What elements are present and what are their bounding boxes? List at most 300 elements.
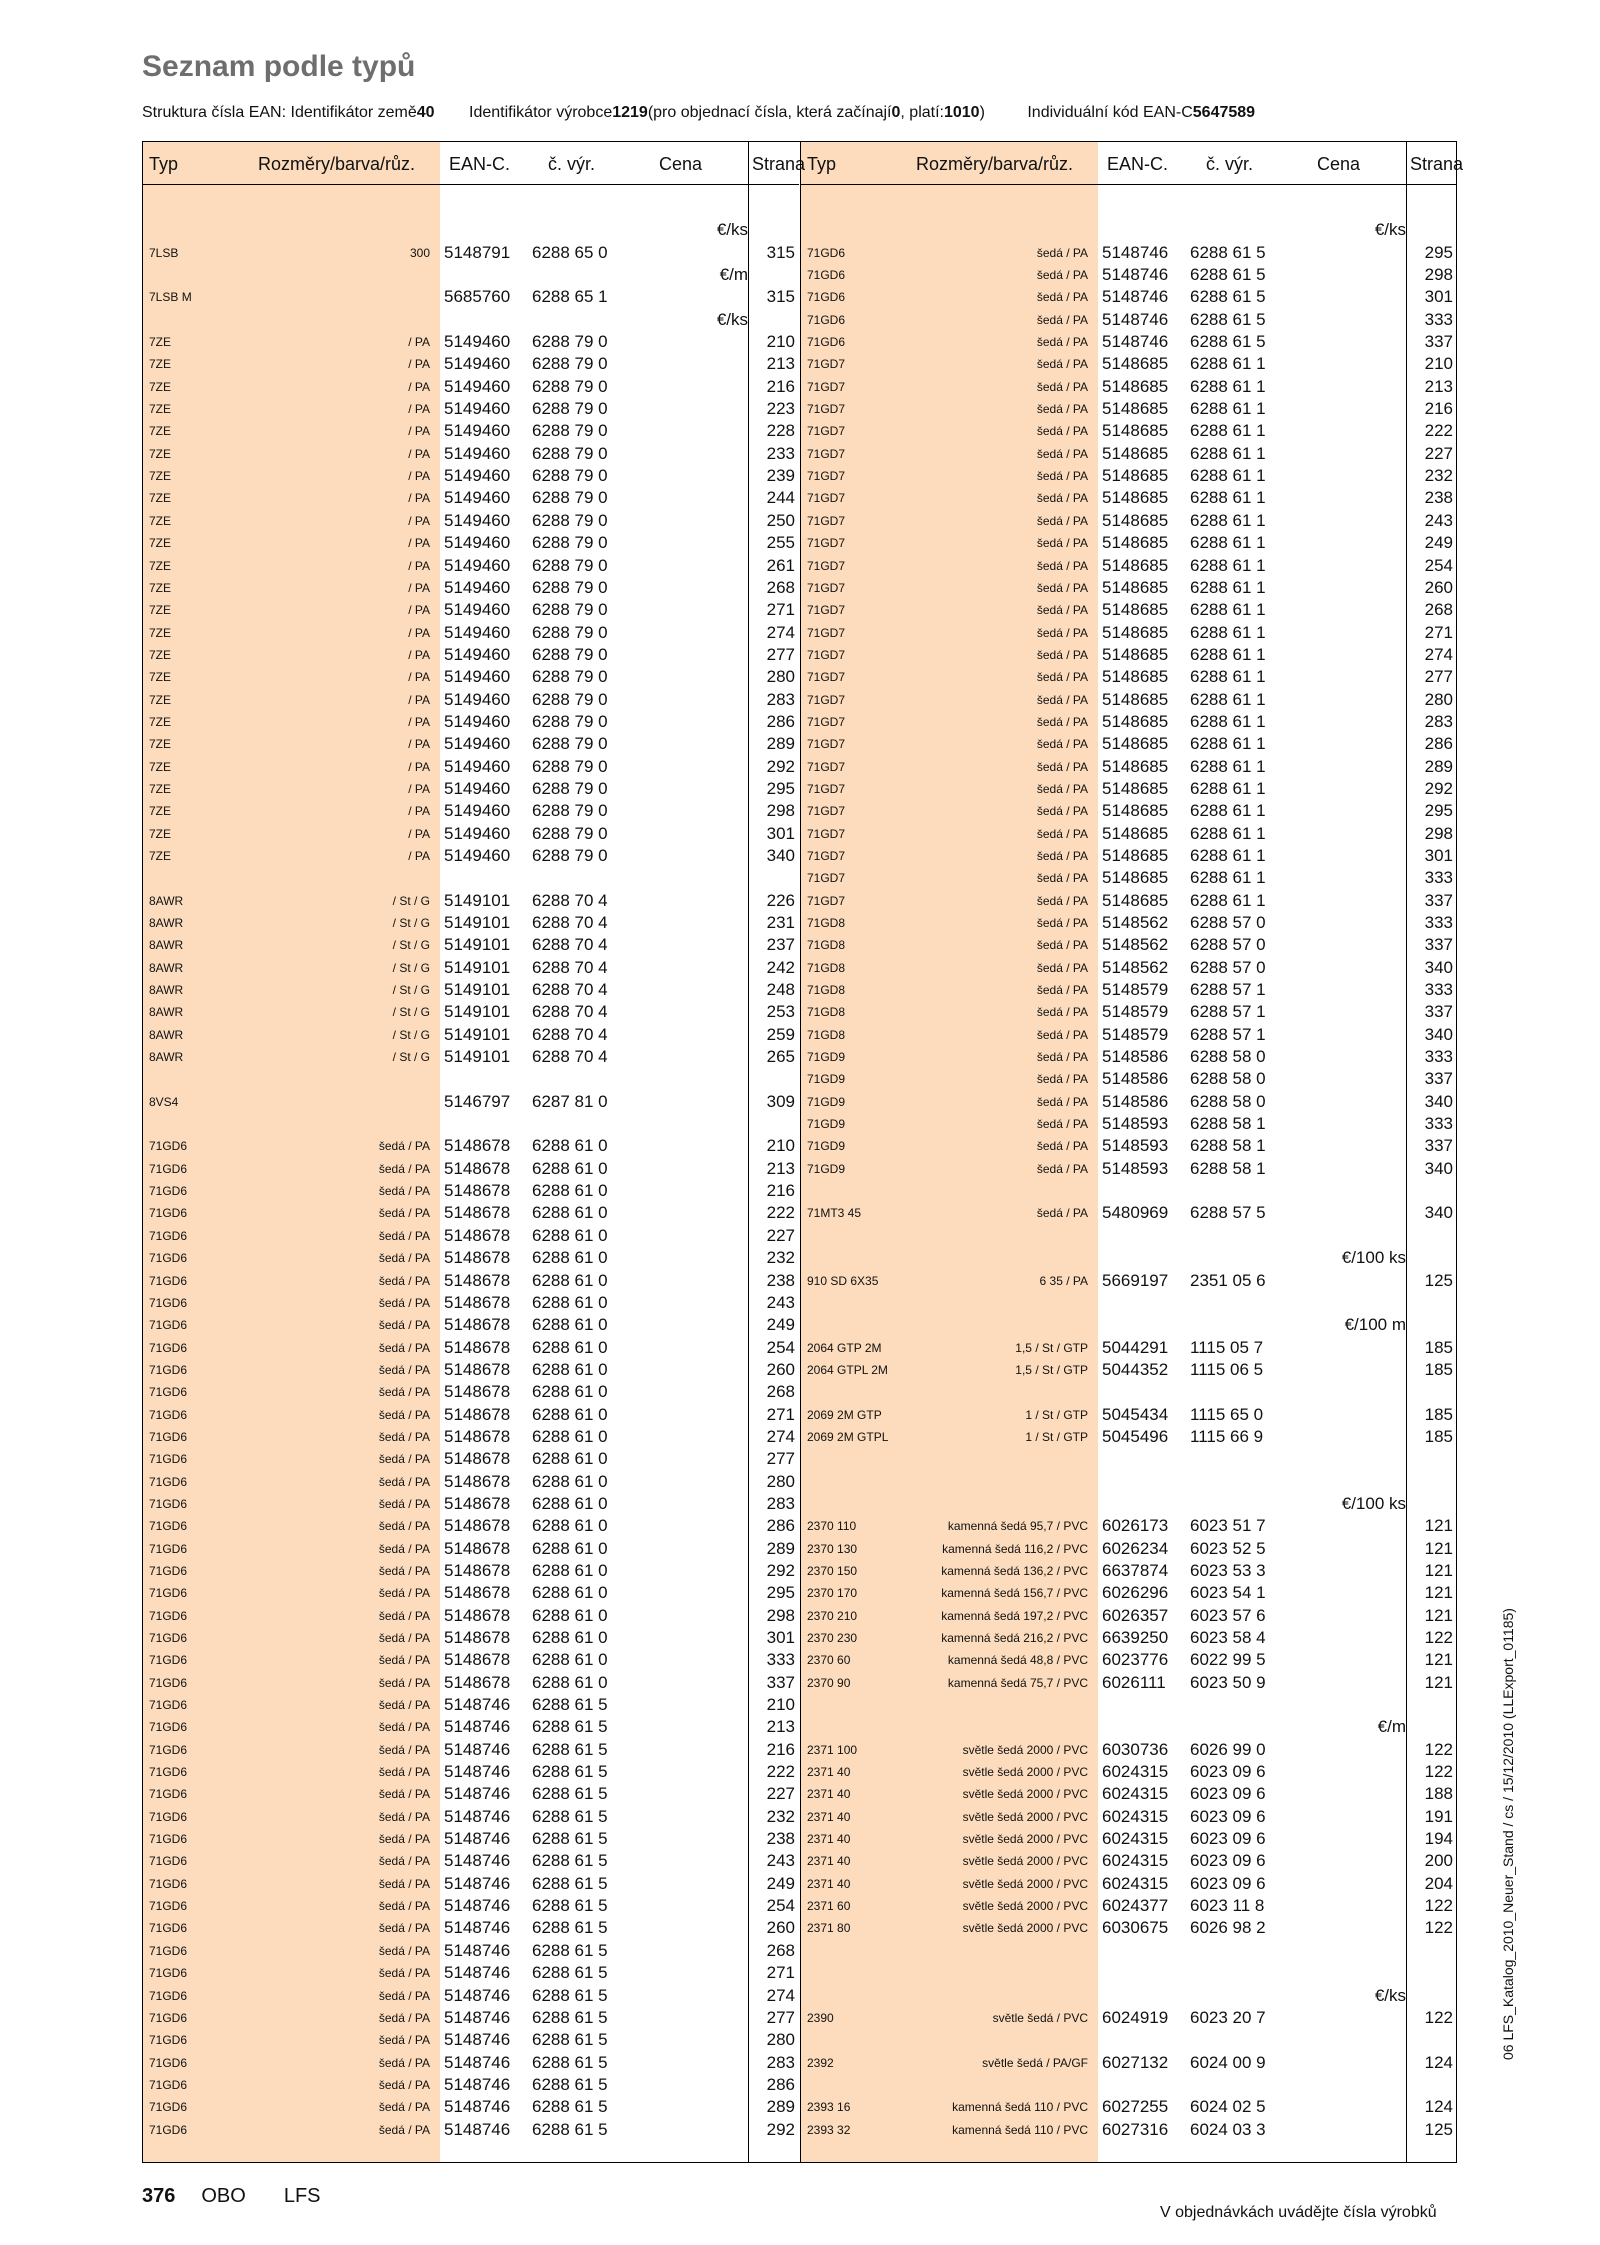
cell-strana: 280 [766,1471,795,1491]
cell-strana: 232 [766,1248,795,1268]
table-row [801,1068,1457,1090]
cell-cislo-vyrobku: 6288 61 1 [1190,667,1266,687]
cell-strana: 254 [766,1337,795,1357]
cell-typ: 7ZE [149,335,172,350]
cell-rozmery: / PA [408,446,430,461]
cell-typ: 7ZE [149,491,172,506]
cell-ean: 5148678 [444,1516,511,1536]
cell-strana: 200 [1424,1851,1453,1871]
cell-ean: 5148678 [444,1672,511,1692]
cell-rozmery: šedá / PA [1036,625,1088,640]
cell-typ: 71GD7 [807,491,846,506]
cell-ean: 5685760 [444,287,511,307]
cell-cislo-vyrobku: 6288 61 5 [532,2052,608,2072]
cell-strana: 238 [766,1270,795,1290]
cell-typ: 2370 210 [807,1608,858,1623]
cell-cislo-vyrobku: 6288 61 5 [1190,242,1266,262]
cell-typ: 71GD6 [149,1407,188,1422]
table-row [801,733,1457,755]
cell-ean: 5149460 [444,577,511,597]
cell-rozmery: šedá / PA [378,1563,430,1578]
cell-strana: 216 [766,1181,795,1201]
cell-typ: 910 SD 6X35 [807,1273,879,1288]
cell-cislo-vyrobku: 6288 61 0 [532,1248,608,1268]
cell-strana: 295 [1424,801,1453,821]
cell-ean: 6026296 [1102,1583,1169,1603]
cell-ean: 5149460 [444,734,511,754]
cell-strana: 265 [766,1047,795,1067]
cell-typ: 8AWR [149,916,184,930]
cell-ean: 5148685 [1102,890,1169,910]
country-identifier: Struktura čísla EAN: Identifikátor země40 [142,104,435,121]
cell-ean: 6024315 [1102,1784,1169,1804]
table-row [143,1828,799,1850]
cell-cislo-vyrobku: 6288 79 0 [532,778,608,798]
cell-ean: 5148685 [1102,555,1169,575]
cell-typ: 7ZE [149,625,172,640]
cell-typ: 71GD6 [149,1720,188,1735]
cell-ean: 5148746 [444,2052,511,2072]
cell-rozmery: šedá / PA [1036,513,1088,528]
table-row [143,1292,799,1314]
cell-typ: 7ZE [149,424,172,439]
manufacturer-identifier: Identifikátor výrobce1219(pro objednací čísla, která začínají0, platí:1010) [469,104,985,121]
cell-ean: 5044352 [1102,1359,1169,1379]
cell-ean: 5148678 [444,1248,511,1268]
table-row [143,1247,799,1269]
page-title: Seznam podle typů [142,50,416,83]
cell-ean: 5149460 [444,622,511,642]
cell-strana: 210 [766,332,795,352]
cell-cislo-vyrobku: 6288 61 1 [1190,644,1266,664]
cell-strana: 122 [1424,1918,1453,1938]
cell-ean: 5148685 [1102,845,1169,865]
table-row [801,242,1457,264]
table-row [143,1672,799,1694]
table-row [143,1806,799,1828]
cell-cislo-vyrobku: 6288 61 1 [1190,399,1266,419]
table-row [801,353,1457,375]
cell-cislo-vyrobku: 6288 61 0 [532,1493,608,1513]
cell-rozmery: šedá / PA [378,1765,430,1780]
cell-cislo-vyrobku: 6288 61 5 [532,2074,608,2094]
cell-ean: 6024315 [1102,1851,1169,1871]
cell-rozmery: / PA [408,491,430,506]
table-row [143,219,799,241]
cell-ean: 5149101 [444,1024,511,1044]
cell-strana: 122 [1424,2007,1453,2027]
cell-strana: 286 [766,2074,795,2094]
table-header-left [143,142,806,185]
cell-rozmery: kamenná šedá 136,2 / PVC [941,1563,1088,1578]
cell-cislo-vyrobku: 6288 61 5 [532,1896,608,1916]
cell-rozmery: šedá / PA [378,1139,430,1154]
cell-typ: 2371 40 [807,1854,851,1869]
cell-ean: 6023776 [1102,1650,1169,1670]
right-rows [801,197,1457,2141]
cell-cislo-vyrobku: 6288 61 5 [532,2097,608,2117]
cell-cislo-vyrobku: 6288 61 0 [532,1449,608,1469]
cell-ean: 5149101 [444,957,511,977]
cell-strana: 292 [766,2119,795,2139]
cell-strana: 283 [766,1493,795,1513]
table-row [143,398,799,420]
cell-ean: 5148678 [444,1225,511,1245]
cell-cena-unit: €/ks [716,220,748,240]
cell-typ: 71GD6 [149,1519,188,1534]
cell-rozmery: šedá / PA [378,1832,430,1847]
cell-cislo-vyrobku: 6288 57 5 [1190,1203,1266,1223]
cell-strana: 333 [1424,868,1453,888]
cell-strana: 268 [766,1382,795,1402]
cell-cislo-vyrobku: 6288 61 0 [532,1337,608,1357]
cell-cislo-vyrobku: 6288 61 5 [1190,332,1266,352]
cell-typ: 71GD6 [149,1385,188,1400]
cell-ean: 5149460 [444,644,511,664]
table-row [801,264,1457,286]
cell-cislo-vyrobku: 6288 61 5 [1190,309,1266,329]
cell-rozmery: šedá / PA [378,1943,430,1958]
table-row [143,2029,799,2051]
header-ean: EAN-C. [449,154,511,174]
cell-strana: 333 [1424,1114,1453,1134]
cell-strana: 254 [766,1896,795,1916]
cell-ean: 5149460 [444,801,511,821]
cell-typ: 7ZE [149,379,172,394]
table-row [801,2029,1457,2051]
cell-ean: 5148678 [444,1650,511,1670]
cell-cislo-vyrobku: 6288 61 0 [532,1181,608,1201]
table-row [801,1202,1457,1224]
cell-cislo-vyrobku: 6288 61 1 [1190,354,1266,374]
cell-ean: 5148685 [1102,399,1169,419]
cell-typ: 71GD7 [807,469,846,484]
header-cv: č. výr. [548,154,596,174]
cell-cislo-vyrobku: 6288 61 0 [532,1315,608,1335]
table-row [801,1940,1457,1962]
cell-rozmery: šedá / PA [378,1362,430,1377]
cell-ean: 5148562 [1102,957,1169,977]
cell-cena-unit: €/m [1377,1717,1406,1737]
cell-rozmery: šedá / PA [1036,1027,1088,1042]
cell-ean: 5149460 [444,756,511,776]
table-row [801,1091,1457,1113]
cell-ean: 5148685 [1102,533,1169,553]
cell-typ: 7ZE [149,848,172,863]
cell-typ: 71GD7 [807,357,846,372]
cell-typ: 71GD6 [807,245,846,260]
cell-strana: 249 [766,1315,795,1335]
cell-cislo-vyrobku: 6024 02 5 [1190,2097,1266,2117]
cell-strana: 121 [1424,1672,1453,1692]
cell-strana: 283 [1424,711,1453,731]
cell-typ: 2393 32 [807,2122,851,2137]
cell-strana: 337 [1424,1069,1453,1089]
table-row [143,1538,799,1560]
table-row [143,644,799,666]
cell-strana: 124 [1424,2052,1453,2072]
cell-typ: 7ZE [149,513,172,528]
cell-ean: 5148685 [1102,376,1169,396]
table-row [801,443,1457,465]
cell-strana: 232 [1424,466,1453,486]
table-row [801,1828,1457,1850]
table-row [143,957,799,979]
cell-rozmery: šedá / PA [378,1496,430,1511]
cell-strana: 337 [766,1672,795,1692]
cell-ean: 5148746 [1102,265,1169,285]
cell-rozmery: šedá / PA [378,1787,430,1802]
cell-ean: 5148746 [444,1784,511,1804]
table-row [143,532,799,554]
cell-rozmery: / PA [408,379,430,394]
cell-ean: 5148746 [444,2119,511,2139]
cell-typ: 71GD8 [807,960,846,975]
table-row [801,197,1457,219]
cell-ean: 5148685 [1102,600,1169,620]
table-row [143,2052,799,2074]
cell-strana: 274 [766,1426,795,1446]
cell-cislo-vyrobku: 6023 09 6 [1190,1806,1266,1826]
cell-strana: 185 [1424,1337,1453,1357]
cell-strana: 274 [766,1985,795,2005]
cell-rozmery: / PA [408,692,430,707]
cell-ean: 5148746 [444,1762,511,1782]
cell-ean: 5148791 [444,242,511,262]
cell-cislo-vyrobku: 6288 79 0 [532,533,608,553]
cell-rozmery: / PA [408,714,430,729]
cell-strana: 292 [1424,778,1453,798]
cell-ean: 5148562 [1102,913,1169,932]
cell-ean: 5148678 [444,1203,511,1223]
cell-ean: 5148685 [1102,354,1169,374]
cell-typ: 71GD7 [807,513,846,528]
cell-cislo-vyrobku: 6023 50 9 [1190,1672,1266,1692]
cell-strana: 255 [766,533,795,553]
cell-typ: 2390 [807,2010,834,2025]
cell-cislo-vyrobku: 6287 81 0 [532,1091,608,1111]
cell-ean: 5148685 [1102,510,1169,530]
table-row [801,1404,1457,1426]
cell-rozmery: šedá / PA [378,1809,430,1824]
cell-ean: 5149460 [444,399,511,419]
table-row [801,577,1457,599]
table-row [801,1337,1457,1359]
cell-cislo-vyrobku: 6288 79 0 [532,354,608,374]
table-row [801,912,1457,934]
table-row [143,1895,799,1917]
cell-ean: 6637874 [1102,1560,1169,1580]
cell-typ: 71GD6 [149,1876,188,1891]
cell-ean: 6026357 [1102,1605,1169,1625]
cell-typ: 2371 40 [807,1876,851,1891]
cell-ean: 5148685 [1102,689,1169,709]
cell-typ: 2371 80 [807,1921,851,1936]
table-row [801,1627,1457,1649]
table-row [801,1225,1457,1247]
cell-typ: 71GD8 [807,1027,846,1042]
cell-ean: 5148746 [444,2007,511,2027]
header-dim: Rozměry/barva/růz. [916,154,1074,174]
cell-strana: 298 [766,1605,795,1625]
cell-typ: 71GD6 [149,1943,188,1958]
cell-typ: 71GD6 [149,1206,188,1221]
cell-rozmery: šedá / PA [1036,245,1088,260]
cell-rozmery: šedá / PA [378,1653,430,1668]
table-row [143,1202,799,1224]
cell-ean: 6026111 [1102,1672,1166,1692]
cell-typ: 7ZE [149,647,172,662]
cell-strana: 227 [766,1784,795,1804]
cell-cislo-vyrobku: 6288 79 0 [532,801,608,821]
cell-typ: 7ZE [149,737,172,752]
cell-cislo-vyrobku: 6288 61 0 [532,1270,608,1290]
cell-cislo-vyrobku: 6288 79 0 [532,421,608,441]
cell-typ: 2370 150 [807,1563,858,1578]
cell-cislo-vyrobku: 6288 70 4 [532,1047,608,1067]
cell-ean: 6026173 [1102,1516,1169,1536]
cell-strana: 340 [1424,1158,1453,1178]
table-row [801,1493,1457,1515]
cell-ean: 5148685 [1102,734,1169,754]
cell-strana: 223 [766,399,795,419]
cell-typ: 71GD7 [807,558,846,573]
cell-strana: 337 [1424,890,1453,910]
cell-ean: 5149101 [444,980,511,1000]
cell-cislo-vyrobku: 6288 61 1 [1190,734,1266,754]
cell-ean: 5148746 [444,2074,511,2094]
cell-ean: 5149460 [444,332,511,352]
table-row [143,1985,799,2007]
cell-strana: 249 [766,1873,795,1893]
cell-cislo-vyrobku: 6288 61 1 [1190,845,1266,865]
cell-ean: 6026234 [1102,1538,1169,1558]
cell-strana: 301 [1424,845,1453,865]
cell-rozmery: šedá / PA [378,1429,430,1444]
cell-cislo-vyrobku: 6288 61 5 [532,1873,608,1893]
cell-rozmery: šedá / PA [378,1742,430,1757]
cell-rozmery: kamenná šedá 216,2 / PVC [941,1631,1088,1645]
cell-typ: 71GD9 [807,1117,846,1132]
cell-rozmery: / PA [408,603,430,618]
cell-typ: 71GD8 [807,916,846,930]
cell-rozmery: šedá / PA [378,1452,430,1467]
cell-rozmery: / St / G [392,1005,430,1020]
table-row [143,1917,799,1939]
cell-rozmery: šedá / PA [378,1161,430,1176]
cell-ean: 5149460 [444,689,511,709]
cell-rozmery: světle šedá 2000 / PVC [962,1832,1088,1847]
cell-rozmery: / St / G [392,893,430,908]
table-row [143,1940,799,1962]
cell-strana: 210 [766,1136,795,1156]
cell-rozmery: šedá / PA [378,2010,430,2025]
cell-typ: 2371 100 [807,1742,858,1757]
cell-strana: 243 [766,1851,795,1871]
table-row [801,1739,1457,1761]
cell-ean: 5148685 [1102,868,1169,888]
cell-cislo-vyrobku: 6288 61 1 [1190,689,1266,709]
cell-ean: 5148685 [1102,644,1169,664]
cell-rozmery: světle šedá 2000 / PVC [962,1787,1088,1802]
cell-ean: 6027132 [1102,2052,1169,2072]
cell-rozmery: světle šedá 2000 / PVC [962,1765,1088,1780]
cell-cislo-vyrobku: 6288 65 0 [532,242,608,262]
cell-strana: 260 [1424,577,1453,597]
cell-strana: 238 [1424,488,1453,508]
cell-ean: 5148586 [1102,1069,1169,1089]
cell-rozmery: šedá / PA [378,1988,430,2003]
table-row [143,599,799,621]
cell-strana: 277 [1424,667,1453,687]
cell-typ: 71GD6 [149,1787,188,1802]
cell-rozmery: šedá / PA [1036,938,1088,953]
cell-typ: 71GD6 [149,1586,188,1601]
table-row [143,800,799,822]
cell-typ: 71GD6 [149,1496,188,1511]
cell-cislo-vyrobku: 6288 61 0 [532,1605,608,1625]
type-list-table [142,141,1464,2163]
cell-strana: 295 [1424,242,1453,262]
cell-rozmery: šedá / PA [1036,1072,1088,1087]
cell-rozmery: světle šedá 2000 / PVC [962,1854,1088,1869]
cell-strana: 315 [766,242,795,262]
cell-ean: 5148685 [1102,667,1169,687]
table-row [143,1381,799,1403]
cell-strana: 249 [1424,533,1453,553]
cell-rozmery: / PA [408,826,430,841]
table-row [143,666,799,688]
table-row [801,2119,1457,2141]
table-row [143,1515,799,1537]
table-row [143,823,799,845]
cell-cislo-vyrobku: 6026 99 0 [1190,1739,1266,1759]
cell-strana: 301 [1424,287,1453,307]
cell-cislo-vyrobku: 6288 79 0 [532,845,608,865]
table-row [801,867,1457,889]
cell-typ: 71GD7 [807,424,846,439]
table-row [801,1515,1457,1537]
cell-cislo-vyrobku: 6288 57 1 [1190,1024,1266,1044]
footer-note: V objednávkách uvádějte čísla výrobků [1160,2204,1437,2221]
cell-ean: 5149460 [444,488,511,508]
cell-ean: 6030675 [1102,1918,1169,1938]
cell-typ: 71GD7 [807,759,846,774]
cell-cislo-vyrobku: 6288 61 0 [532,1583,608,1603]
cell-ean: 5148746 [1102,309,1169,329]
cell-ean: 5148593 [1102,1114,1169,1134]
cell-cislo-vyrobku: 6288 61 5 [532,1695,608,1715]
cell-ean: 5148746 [444,1918,511,1938]
cell-rozmery: světle šedá / PA/GF [982,2055,1088,2070]
cell-strana: 298 [1424,265,1453,285]
table-row [143,1135,799,1157]
cell-ean: 5148678 [444,1404,511,1424]
table-row [801,1605,1457,1627]
table-row [801,1917,1457,1939]
cell-cislo-vyrobku: 6023 11 8 [1190,1896,1265,1916]
cell-ean: 5148678 [444,1337,511,1357]
cell-rozmery: šedá / PA [378,1385,430,1400]
cell-typ: 71GD6 [149,2100,188,2115]
cell-rozmery: světle šedá / PVC [992,2010,1088,2025]
table-row [801,420,1457,442]
table-row [143,286,799,308]
cell-strana: 122 [1424,1896,1453,1916]
cell-ean: 5148746 [444,1829,511,1849]
table-row [143,1649,799,1671]
cell-strana: 268 [1424,600,1453,620]
